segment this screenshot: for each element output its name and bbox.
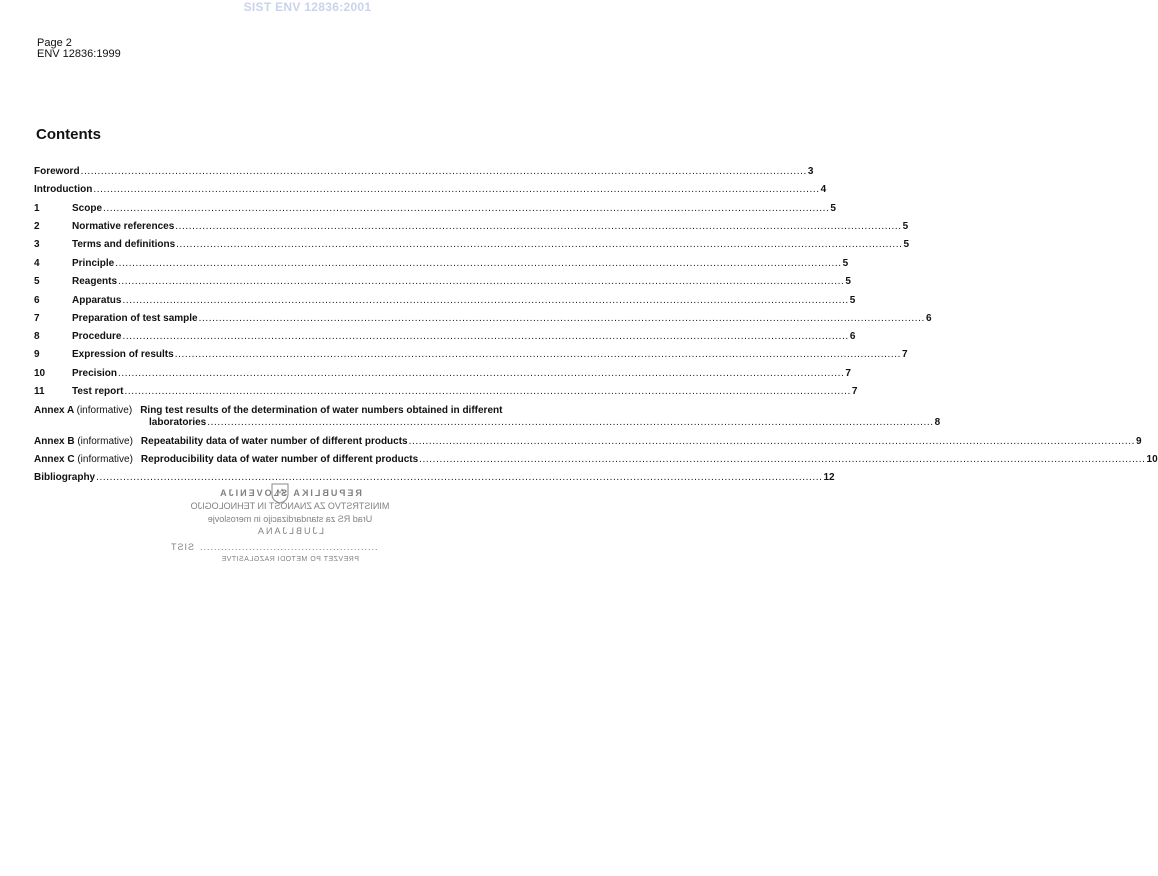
toc-page: 9	[1135, 436, 1142, 447]
toc-page: 4	[820, 184, 827, 195]
toc-entry-normative-references[interactable]	[34, 221, 909, 233]
toc-page: 7	[851, 386, 858, 397]
stamp-line: LJUBLJANA	[255, 526, 325, 536]
toc-title: Foreword	[34, 166, 80, 177]
toc-title: Terms and definitions	[72, 239, 176, 250]
toc-number: 10	[34, 368, 46, 379]
toc-page: 7	[902, 349, 908, 360]
toc-page: 12	[823, 472, 835, 483]
toc-entry-introduction[interactable]	[34, 184, 827, 196]
toc-page: 3	[807, 166, 814, 177]
toc-title: Preparation of test sample	[72, 313, 198, 324]
toc-number: 9	[34, 349, 40, 360]
toc-number: 3	[34, 239, 40, 250]
stamp-line: MINISTRSTVO ZA ZNANOST IN TEHNOLOGIJO	[190, 501, 390, 511]
toc-entry-annex-b[interactable]	[34, 436, 1142, 448]
standard-number: ENV 12836:1999	[37, 48, 121, 60]
stamp-dotted-line: ...................................................	[200, 542, 379, 552]
toc-title: Normative references	[72, 221, 175, 232]
toc-page: 5	[842, 258, 849, 269]
toc-number: 1	[34, 203, 40, 214]
toc-page: 6	[849, 331, 856, 342]
annex-title: Reproducibility data of water number of different products	[140, 454, 419, 465]
stamp-line: Urad RS za standardizacijo in meroslovje	[207, 514, 373, 524]
watermark: SIST ENV 12836:2001	[243, 0, 372, 14]
toc-page: 5	[849, 295, 856, 306]
toc-title: Reagents	[72, 276, 118, 287]
official-stamp	[170, 480, 410, 590]
toc-number: 8	[34, 331, 40, 342]
toc-entry-annex-c[interactable]	[34, 454, 1158, 466]
page-number: Page 2	[37, 37, 72, 49]
toc-title: Scope	[72, 203, 103, 214]
stamp-line: SIST	[170, 542, 195, 552]
annex-label: Annex B	[34, 436, 75, 447]
toc-entry-foreword[interactable]	[34, 166, 814, 178]
toc-title: Bibliography	[34, 472, 96, 483]
toc-title: Principle	[72, 258, 115, 269]
toc-page: 6	[925, 313, 932, 324]
contents-title: Contents	[36, 126, 101, 143]
annex-title-continued: laboratories	[149, 417, 207, 428]
toc-page: 7	[845, 368, 851, 379]
toc-number: 5	[34, 276, 40, 287]
toc-number: 11	[34, 386, 45, 397]
toc-entry-expression-of-results[interactable]	[34, 349, 908, 361]
toc-page: 5	[830, 203, 836, 214]
toc-title: Introduction	[34, 184, 93, 195]
annex-type: (informative)	[77, 454, 133, 465]
toc-entry-apparatus[interactable]	[34, 295, 856, 307]
annex-label: Annex C	[34, 454, 75, 465]
toc-entry-terms-and-definitions[interactable]	[34, 239, 910, 251]
toc-number: 6	[34, 295, 40, 306]
toc-title: Apparatus	[72, 295, 122, 306]
annex-title: Ring test results of the determination of water numbers obtained in different	[140, 405, 503, 416]
toc-page: 10	[1146, 454, 1158, 465]
annex-type: (informative)	[76, 405, 133, 416]
stamp-line: PREVZET PO METODI RAZGLASITVE	[221, 556, 359, 563]
toc-entry-annex-a[interactable]	[34, 405, 941, 429]
toc-number: 7	[34, 313, 40, 324]
toc-title: Procedure	[72, 331, 122, 342]
toc-page: 8	[934, 417, 941, 428]
annex-title: Repeatability data of water number of different products	[140, 436, 408, 447]
page-header	[37, 38, 121, 60]
toc-title: Expression of results	[72, 349, 174, 360]
toc-page: 5	[845, 276, 851, 287]
toc-entry-precision[interactable]	[34, 368, 851, 380]
toc-page: 5	[902, 221, 909, 232]
toc-number: 4	[34, 258, 40, 269]
toc-entry-test-report[interactable]	[34, 386, 858, 398]
toc-entry-preparation-of-test-sample[interactable]	[34, 313, 932, 325]
stamp-line: REPUBLIKA SLOVENIJA	[218, 488, 362, 498]
toc-title: Precision	[72, 368, 118, 379]
toc-page: 5	[903, 239, 910, 250]
toc-entry-procedure[interactable]	[34, 331, 856, 343]
toc-title: Test report	[72, 386, 124, 397]
toc-number: 2	[34, 221, 40, 232]
annex-label: Annex A	[34, 405, 74, 416]
toc-entry-scope[interactable]	[34, 203, 836, 215]
toc-entry-reagents[interactable]	[34, 276, 851, 288]
annex-type: (informative)	[77, 436, 133, 447]
toc-entry-principle[interactable]	[34, 258, 849, 270]
